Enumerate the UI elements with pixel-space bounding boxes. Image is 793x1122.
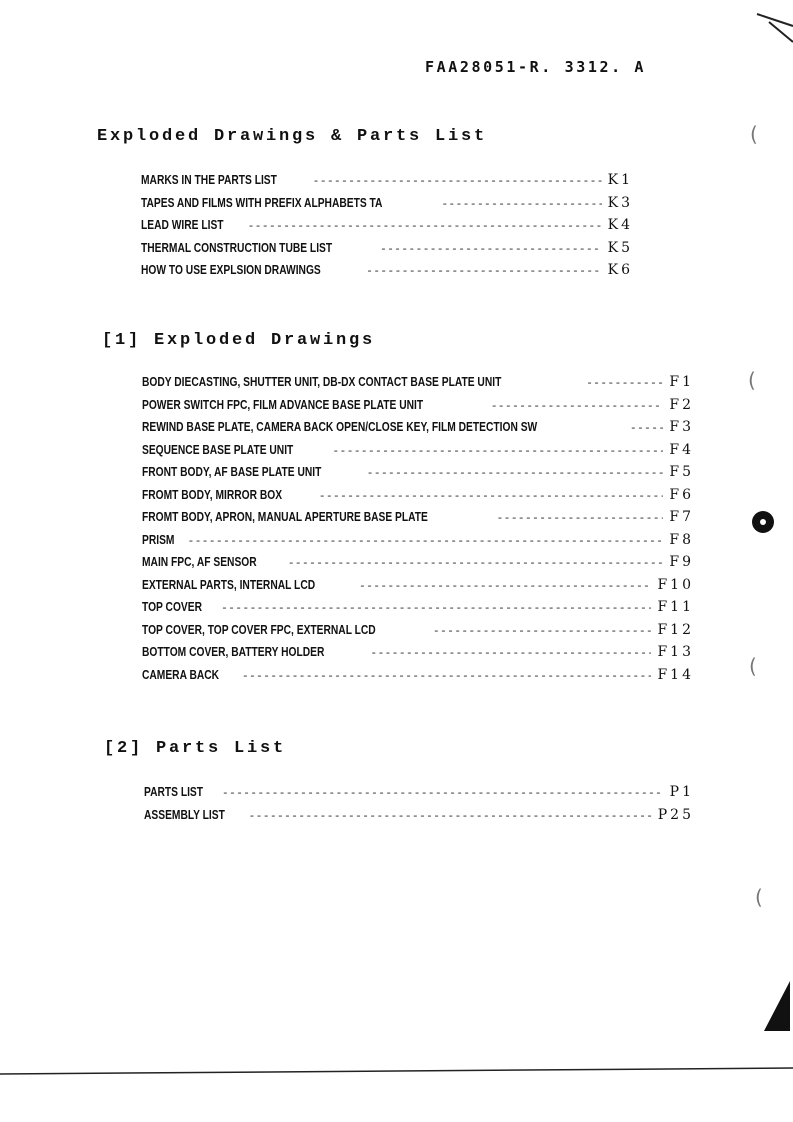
page-code: K1	[607, 172, 633, 188]
binder-hole-icon: (	[755, 885, 763, 909]
page-code: F4	[669, 441, 694, 458]
toc-label: ASSEMBLY LIST	[144, 807, 225, 822]
toc-row[interactable]	[142, 397, 694, 420]
toc-list	[141, 172, 633, 285]
page-code: K3	[607, 194, 633, 211]
leader-dots	[441, 199, 601, 211]
leader-dots	[380, 244, 602, 256]
leader-dots	[313, 176, 602, 188]
leader-dots	[222, 788, 664, 800]
toc-label: BOTTOM COVER, BATTERY HOLDER	[142, 645, 325, 659]
page-code: F14	[657, 666, 694, 683]
toc-label: MAIN FPC, AF SENSOR	[142, 555, 257, 569]
section-title: Exploded Drawings & Parts List	[97, 127, 488, 146]
page-code: F7	[669, 509, 694, 525]
page-code: F8	[669, 531, 694, 548]
toc-label: EXTERNAL PARTS, INTERNAL LCD	[142, 577, 316, 592]
leader-dots	[188, 536, 664, 548]
page-code: F5	[669, 464, 694, 480]
binder-hole-icon: (	[748, 368, 756, 392]
toc-label: PARTS LIST	[144, 785, 204, 799]
toc-row[interactable]	[142, 554, 694, 577]
toc-row[interactable]	[142, 622, 694, 645]
leader-dots	[249, 811, 652, 823]
toc-row[interactable]	[142, 667, 694, 690]
section-title: [2] Parts List	[104, 739, 287, 758]
page-code: F1	[669, 374, 694, 390]
pen-mark	[760, 975, 793, 1035]
toc-label: FROMT BODY, APRON, MANUAL APERTURE BASE PLATE	[142, 510, 428, 524]
toc-row[interactable]	[141, 262, 633, 285]
toc-label: FRONT BODY, AF BASE PLATE UNIT	[142, 465, 322, 479]
toc-label: HOW TO USE EXPLSION DRAWINGS	[141, 263, 321, 277]
toc-label: THERMAL CONSTRUCTION TUBE LIST	[141, 240, 333, 255]
toc-row[interactable]	[142, 509, 694, 532]
toc-row[interactable]	[142, 577, 694, 600]
toc-list	[142, 374, 694, 689]
leader-dots	[248, 221, 602, 233]
page-code: F11	[657, 599, 694, 615]
toc-row[interactable]	[142, 442, 694, 465]
toc-label: SEQUENCE BASE PLATE UNIT	[142, 442, 294, 457]
toc-label: BODY DIECASTING, SHUTTER UNIT, DB-DX CONTACT BASE PLATE UNIT	[142, 375, 502, 389]
toc-label: PRISM	[142, 532, 175, 547]
page-code: P25	[657, 806, 694, 823]
toc-row[interactable]	[141, 195, 633, 218]
page-code: F13	[657, 644, 694, 660]
leader-dots	[288, 558, 664, 570]
toc-row[interactable]	[142, 532, 694, 555]
page-code: F10	[657, 576, 694, 593]
leader-dots	[242, 671, 651, 683]
toc-label: POWER SWITCH FPC, FILM ADVANCE BASE PLATE UNIT	[142, 397, 424, 412]
leader-dots	[370, 648, 651, 660]
binder-hole-icon: (	[749, 654, 757, 678]
toc-label: LEAD WIRE LIST	[141, 218, 224, 232]
binder-hole-icon: (	[750, 122, 758, 146]
toc-row[interactable]	[141, 240, 633, 263]
binder-hole-icon	[752, 511, 774, 533]
leader-dots	[319, 491, 664, 503]
toc-row[interactable]	[144, 784, 694, 807]
page-code: F3	[669, 419, 694, 435]
toc-row[interactable]	[142, 464, 694, 487]
toc-label: REWIND BASE PLATE, CAMERA BACK OPEN/CLOSE KEY, FILM DETECTION SW	[142, 420, 538, 434]
page-code: K5	[607, 239, 633, 256]
toc-label: FROMT BODY, MIRROR BOX	[142, 487, 283, 502]
page-edge-line	[0, 1067, 793, 1075]
leader-dots	[497, 513, 664, 525]
page-code: P1	[669, 784, 694, 800]
page-code: F12	[657, 621, 694, 638]
page-code: K6	[607, 262, 633, 278]
page-code: F9	[669, 554, 694, 570]
document-number: FAA28051-R. 3312. A	[425, 58, 646, 76]
corner-staple-mark	[755, 8, 793, 48]
toc-label: TOP COVER, TOP COVER FPC, EXTERNAL LCD	[142, 622, 376, 637]
leader-dots	[367, 468, 664, 480]
leader-dots	[586, 378, 663, 390]
toc-label: MARKS IN THE PARTS LIST	[141, 173, 277, 187]
page-code: F6	[669, 486, 694, 503]
leader-dots	[491, 401, 664, 413]
toc-row[interactable]	[142, 487, 694, 510]
toc-row[interactable]	[142, 374, 694, 397]
page-code: F2	[669, 396, 694, 413]
page-code: K4	[607, 217, 633, 233]
leader-dots	[359, 581, 651, 593]
toc-row[interactable]	[144, 807, 694, 830]
toc-row[interactable]	[141, 172, 633, 195]
toc-row[interactable]	[142, 419, 694, 442]
toc-row[interactable]	[141, 217, 633, 240]
toc-list	[144, 784, 694, 829]
leader-dots	[221, 603, 651, 615]
leader-dots	[333, 446, 664, 458]
leader-dots	[366, 266, 601, 278]
toc-label: TAPES AND FILMS WITH PREFIX ALPHABETS TA	[141, 195, 383, 210]
toc-row[interactable]	[142, 599, 694, 622]
toc-label: CAMERA BACK	[142, 667, 220, 682]
section-title: [1] Exploded Drawings	[102, 331, 376, 350]
toc-label: TOP COVER	[142, 600, 203, 614]
toc-row[interactable]	[142, 644, 694, 667]
leader-dots	[630, 423, 663, 435]
leader-dots	[433, 626, 651, 638]
